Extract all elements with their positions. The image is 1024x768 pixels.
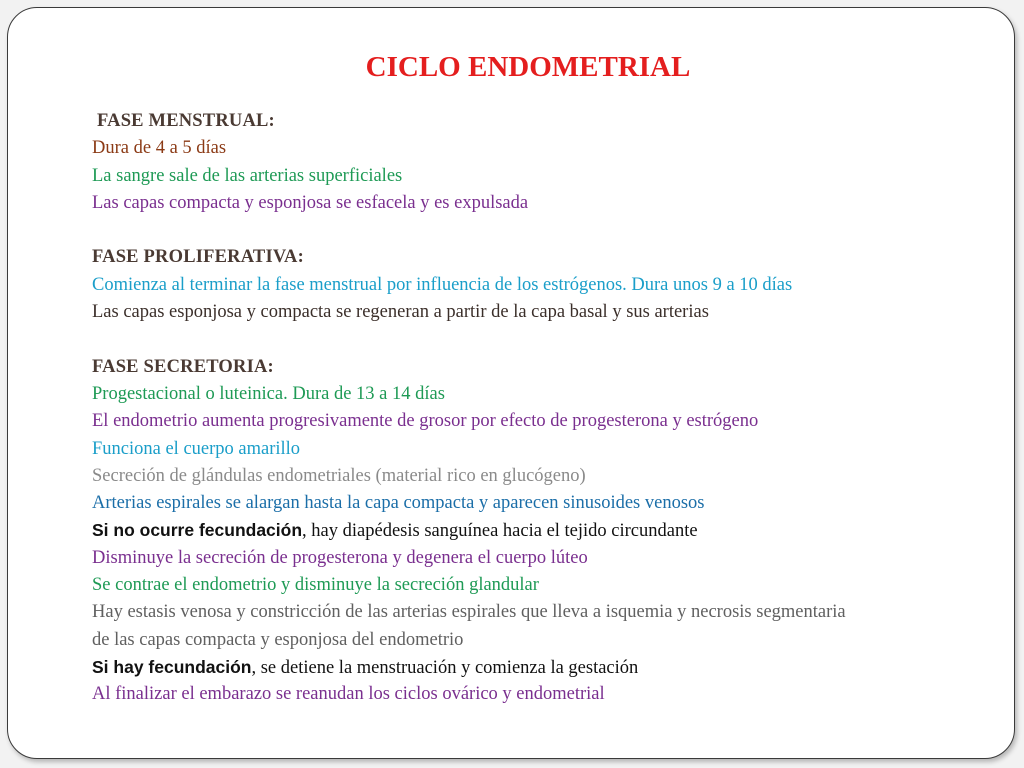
no-fecundacion-rest: , hay diapédesis sanguínea hacia el tejido circundante [302, 521, 698, 542]
secretoria-line-4: Secreción de glándulas endometriales (material rico en glucógeno) [92, 465, 586, 486]
heading-fase-secretoria: FASE SECRETORIA: [92, 356, 274, 377]
secretoria-line-7: Se contrae el endometrio y disminuye la secreción glandular [92, 575, 539, 596]
proliferativa-line-1: Comienza al terminar la fase menstrual por influencia de los estrógenos. Dura unos 9 a 10 días [92, 274, 793, 295]
no-fecundacion-bold: Si no ocurre fecundación [92, 520, 303, 541]
secretoria-line-6: Disminuye la secreción de progesterona y degenera el cuerpo lúteo [92, 547, 588, 568]
secretoria-line-1: Progestacional o luteinica. Dura de 13 a 14 días [92, 383, 445, 404]
fecundacion-rest: , se detiene la menstruación y comienza la gestación [251, 657, 639, 678]
menstrual-line-2: La sangre sale de las arterias superficiales [92, 165, 403, 186]
spacer [92, 217, 992, 244]
menstrual-line-3: Las capas compacta y esponjosa se esfacela y es expulsada [92, 192, 529, 213]
slide-body [92, 108, 992, 709]
secretoria-last-line: Al finalizar el embarazo se reanudan los ciclos ovárico y endometrial [92, 684, 605, 705]
menstrual-line-1: Dura de 4 a 5 días [92, 138, 227, 159]
secretoria-line-8: Hay estasis venosa y constricción de las arterias espirales que lleva a isquemia y necrosis segmentaria [92, 602, 846, 623]
secretoria-line-3: Funciona el cuerpo amarillo [92, 438, 301, 459]
slide-title: CICLO ENDOMETRIAL [365, 51, 691, 83]
secretoria-line-9: de las capas compacta y esponjosa del endometrio [92, 629, 464, 650]
secretoria-fecundacion [92, 654, 992, 681]
fecundacion-bold: Si hay fecundación [92, 656, 252, 677]
heading-fase-menstrual: FASE MENSTRUAL: [97, 111, 275, 131]
secretoria-line-2: El endometrio aumenta progresivamente de grosor por efecto de progesterona y estrógeno [92, 411, 759, 432]
spacer [92, 326, 992, 353]
secretoria-line-5: Arterias espirales se alargan hasta la capa compacta y aparecen sinusoides venosos [92, 493, 705, 514]
secretoria-no-fecundacion [92, 517, 992, 544]
proliferativa-line-2: Las capas esponjosa y compacta se regeneran a partir de la capa basal y sus arterias [92, 302, 709, 323]
heading-fase-proliferativa: FASE PROLIFERATIVA: [92, 247, 304, 268]
